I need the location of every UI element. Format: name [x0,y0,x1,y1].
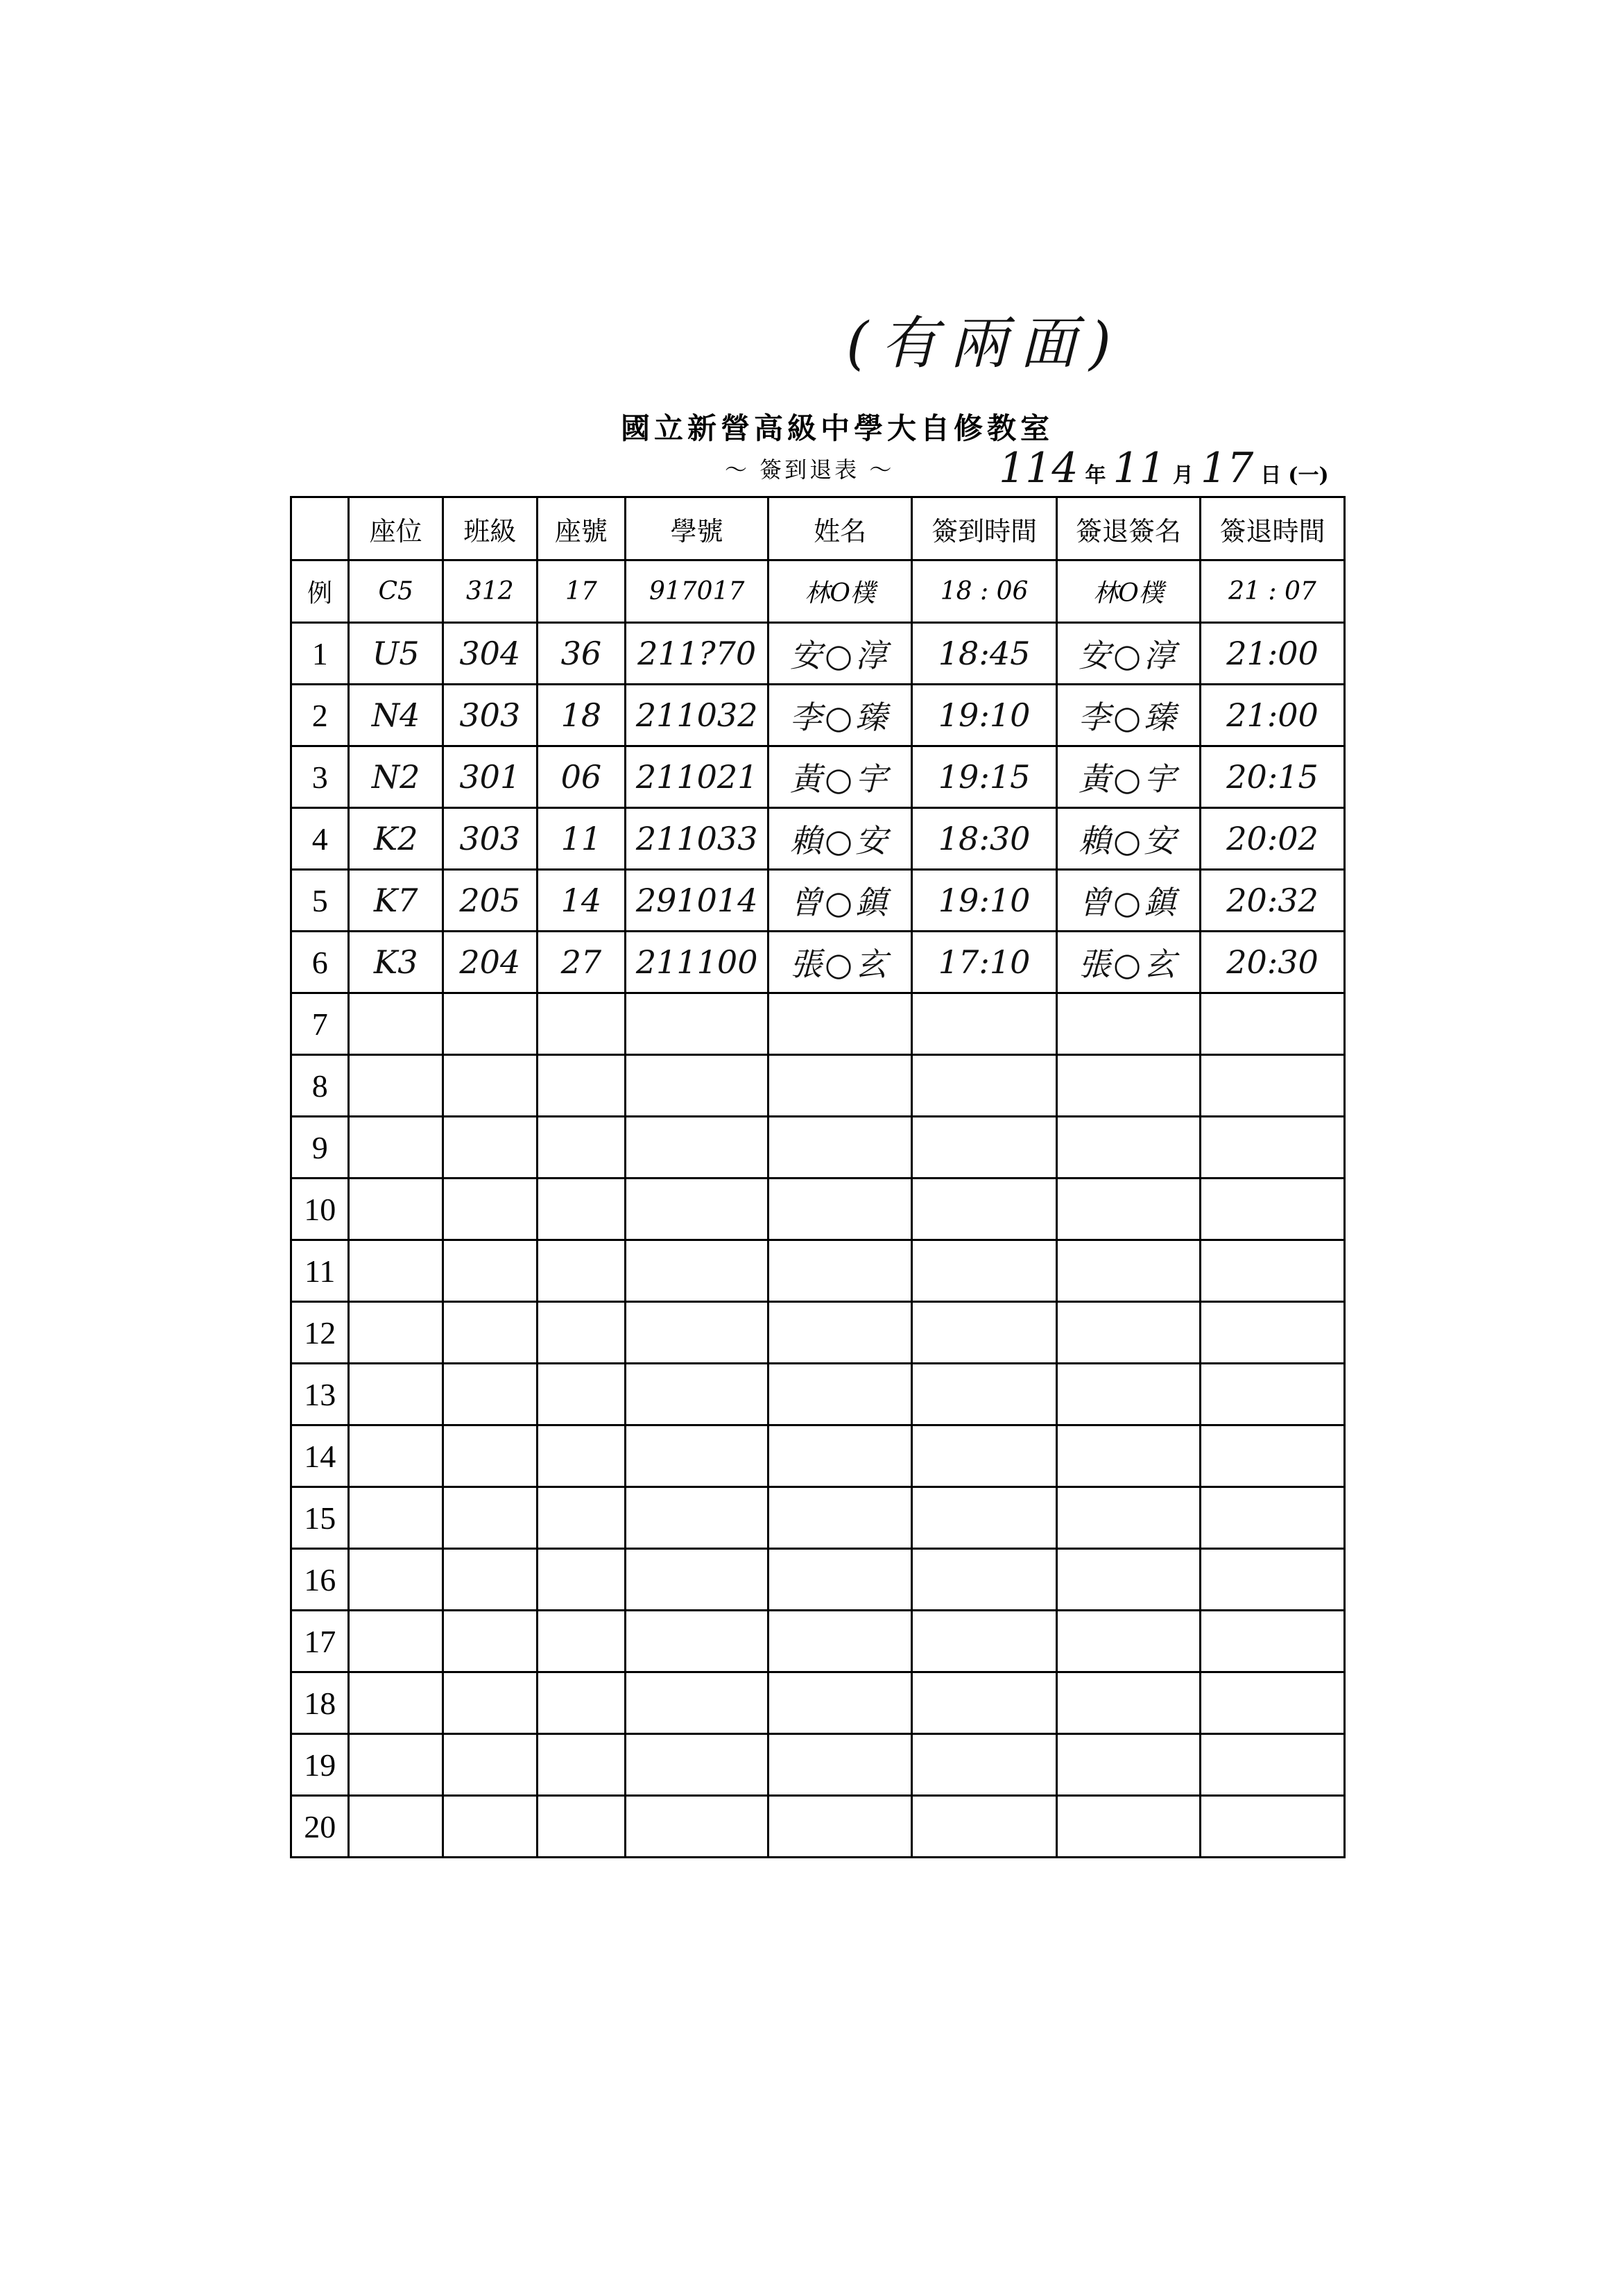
cell-sign-in-time[interactable] [912,1549,1057,1611]
cell-sign-out-signature[interactable] [1057,1240,1201,1302]
row-number: 13 [291,1364,349,1425]
cell-sign-out-signature[interactable] [1057,1055,1201,1117]
row-number: 12 [291,1302,349,1364]
col-header-sign-in-time: 簽到時間 [912,497,1057,560]
cell-sign-out-signature[interactable]: 曾○鎮 [1057,870,1201,932]
cell-class[interactable]: 303 [443,685,538,746]
cell-sign-in-time[interactable]: 17:10 [912,932,1057,993]
cell-seat-no[interactable]: 06 [537,746,626,808]
cell-sign-out-time[interactable] [1201,1240,1345,1302]
col-header-name: 姓名 [768,497,912,560]
cell-class[interactable] [443,1055,538,1117]
cell-seat-no[interactable] [537,1611,626,1672]
cell-class[interactable]: 303 [443,808,538,870]
table-row [291,808,1345,870]
date-day[interactable]: 17 [1200,444,1254,492]
cell-seat[interactable] [349,1240,443,1302]
cell-sign-out-signature[interactable] [1057,1611,1201,1672]
cell-sign-out-time[interactable] [1201,993,1345,1055]
example-sign-out-signature: 林O樸 [1057,560,1201,623]
cell-seat-no[interactable] [537,1425,626,1487]
cell-sign-in-time[interactable] [912,1117,1057,1179]
cell-name[interactable] [768,1302,912,1364]
cell-sign-out-signature[interactable]: 李○臻 [1057,685,1201,746]
table-row [291,1734,1345,1796]
cell-sign-in-time[interactable] [912,1611,1057,1672]
cell-sign-out-time[interactable]: 20:15 [1201,746,1345,808]
cell-sign-out-signature[interactable] [1057,1672,1201,1734]
cell-name[interactable] [768,1611,912,1672]
cell-student-id[interactable] [626,1549,768,1611]
cell-sign-out-signature[interactable] [1057,1364,1201,1425]
cell-seat-no[interactable] [537,1117,626,1179]
cell-seat[interactable]: K2 [349,808,443,870]
example-sign-in-time: 18 : 06 [912,560,1057,623]
cell-name[interactable]: 曾○鎮 [768,870,912,932]
cell-sign-out-signature[interactable]: 張○玄 [1057,932,1201,993]
cell-name[interactable] [768,1240,912,1302]
cell-sign-out-signature[interactable] [1057,1425,1201,1487]
page-title: 國立新營高級中學大自修教室 [621,411,1054,445]
cell-seat-no[interactable] [537,1487,626,1549]
cell-student-id[interactable] [626,1179,768,1240]
table-row [291,685,1345,746]
table-row [291,870,1345,932]
row-number: 8 [291,1055,349,1117]
cell-class[interactable] [443,1117,538,1179]
cell-seat-no[interactable] [537,1364,626,1425]
handwritten-note: (有兩面) [846,311,1124,377]
cell-student-id[interactable] [626,1796,768,1858]
cell-seat-no[interactable] [537,993,626,1055]
cell-sign-out-signature[interactable] [1057,1734,1201,1796]
cell-class[interactable] [443,1425,538,1487]
cell-student-id[interactable] [626,1425,768,1487]
row-number: 4 [291,808,349,870]
cell-sign-out-time[interactable] [1201,1672,1345,1734]
col-header-student-id: 學號 [626,497,768,560]
cell-seat[interactable] [349,1796,443,1858]
cell-student-id[interactable] [626,1487,768,1549]
cell-sign-out-signature[interactable] [1057,1796,1201,1858]
cell-seat[interactable]: N2 [349,746,443,808]
cell-name[interactable] [768,1796,912,1858]
col-header-class: 班級 [443,497,538,560]
cell-sign-out-signature[interactable] [1057,1179,1201,1240]
cell-class[interactable] [443,1672,538,1734]
cell-class[interactable] [443,1796,538,1858]
table-row [291,1117,1345,1179]
cell-seat[interactable] [349,1549,443,1611]
cell-sign-in-time[interactable]: 19:10 [912,870,1057,932]
cell-student-id[interactable] [626,1240,768,1302]
cell-student-id[interactable]: 291014 [626,870,768,932]
cell-sign-out-time[interactable] [1201,1302,1345,1364]
cell-sign-out-time[interactable] [1201,1796,1345,1858]
cell-student-id[interactable] [626,993,768,1055]
cell-seat[interactable]: U5 [349,623,443,685]
cell-seat-no[interactable]: 27 [537,932,626,993]
row-number: 5 [291,870,349,932]
cell-student-id[interactable] [626,1611,768,1672]
cell-seat-no[interactable]: 36 [537,623,626,685]
cell-seat-no[interactable]: 14 [537,870,626,932]
cell-student-id[interactable]: 211100 [626,932,768,993]
cell-student-id[interactable]: 211033 [626,808,768,870]
cell-sign-in-time[interactable] [912,1425,1057,1487]
page-subtitle: ～ 簽到退表 ～ [725,456,895,483]
cell-sign-out-time[interactable]: 20:30 [1201,932,1345,993]
cell-student-id[interactable] [626,1364,768,1425]
cell-seat[interactable] [349,1425,443,1487]
cell-seat[interactable] [349,1302,443,1364]
cell-seat[interactable] [349,1117,443,1179]
date-year[interactable]: 114 [999,444,1079,492]
cell-sign-in-time[interactable] [912,993,1057,1055]
cell-seat-no[interactable] [537,1796,626,1858]
cell-sign-out-signature[interactable] [1057,1117,1201,1179]
cell-student-id[interactable] [626,1055,768,1117]
cell-name[interactable] [768,1734,912,1796]
table-row [291,1549,1345,1611]
cell-seat-no[interactable]: 11 [537,808,626,870]
cell-class[interactable] [443,1549,538,1611]
col-header-index [291,497,349,560]
cell-sign-in-time[interactable] [912,1734,1057,1796]
cell-sign-out-time[interactable] [1201,1364,1345,1425]
cell-sign-in-time[interactable] [912,1302,1057,1364]
cell-sign-out-signature[interactable] [1057,993,1201,1055]
cell-class[interactable] [443,1611,538,1672]
cell-sign-out-time[interactable] [1201,1425,1345,1487]
example-student-id: 917017 [626,560,768,623]
row-number: 7 [291,993,349,1055]
row-number: 20 [291,1796,349,1858]
table-row [291,1364,1345,1425]
date-year-label: 年 [1085,463,1106,488]
cell-seat-no[interactable] [537,1672,626,1734]
cell-name[interactable] [768,1672,912,1734]
table-row [291,1179,1345,1240]
cell-seat[interactable] [349,1364,443,1425]
cell-seat-no[interactable]: 18 [537,685,626,746]
cell-name[interactable] [768,1117,912,1179]
col-header-seat: 座位 [349,497,443,560]
cell-seat-no[interactable] [537,1179,626,1240]
cell-seat[interactable] [349,1734,443,1796]
cell-name[interactable]: 黃○宇 [768,746,912,808]
cell-name[interactable] [768,1179,912,1240]
cell-student-id[interactable]: 211021 [626,746,768,808]
cell-class[interactable] [443,1179,538,1240]
cell-seat[interactable] [349,993,443,1055]
table-row [291,932,1345,993]
example-sign-out-time: 21 : 07 [1201,560,1345,623]
cell-sign-out-signature[interactable]: 安○淳 [1057,623,1201,685]
cell-seat[interactable] [349,1611,443,1672]
cell-name[interactable] [768,1055,912,1117]
row-number: 18 [291,1672,349,1734]
cell-sign-out-signature[interactable]: 黃○宇 [1057,746,1201,808]
date-month[interactable]: 11 [1113,444,1166,492]
cell-sign-out-time[interactable] [1201,1611,1345,1672]
cell-student-id[interactable] [626,1117,768,1179]
cell-sign-in-time[interactable] [912,1055,1057,1117]
example-seat-no: 17 [537,560,626,623]
table-row [291,1796,1345,1858]
table-row [291,1425,1345,1487]
cell-name[interactable] [768,993,912,1055]
cell-sign-out-time[interactable]: 21:00 [1201,685,1345,746]
cell-sign-out-time[interactable] [1201,1117,1345,1179]
date-day-label: 日 [1260,463,1282,488]
cell-student-id[interactable] [626,1302,768,1364]
cell-seat-no[interactable] [537,1734,626,1796]
row-number: 14 [291,1425,349,1487]
date-month-label: 月 [1172,463,1194,488]
cell-class[interactable] [443,993,538,1055]
cell-sign-out-signature[interactable]: 賴○安 [1057,808,1201,870]
row-number: 17 [291,1611,349,1672]
cell-seat-no[interactable] [537,1302,626,1364]
cell-name[interactable]: 賴○安 [768,808,912,870]
cell-sign-out-time[interactable] [1201,1549,1345,1611]
cell-sign-out-signature[interactable] [1057,1549,1201,1611]
col-header-sign-out-time: 簽退時間 [1201,497,1345,560]
col-header-sign-out-signature: 簽退簽名 [1057,497,1201,560]
row-number: 15 [291,1487,349,1549]
cell-sign-out-time[interactable] [1201,1055,1345,1117]
cell-seat[interactable] [349,1487,443,1549]
cell-student-id[interactable]: 211032 [626,685,768,746]
cell-sign-out-time[interactable]: 20:32 [1201,870,1345,932]
table-row [291,993,1345,1055]
cell-class[interactable]: 301 [443,746,538,808]
cell-name[interactable]: 張○玄 [768,932,912,993]
cell-sign-out-time[interactable] [1201,1487,1345,1549]
table-row [291,1302,1345,1364]
example-name: 林O樸 [768,560,912,623]
example-seat: C5 [349,560,443,623]
cell-seat-no[interactable] [537,1055,626,1117]
cell-class[interactable]: 304 [443,623,538,685]
sign-in-out-table [290,496,1346,1858]
cell-name[interactable] [768,1549,912,1611]
example-class: 312 [443,560,538,623]
cell-seat[interactable]: K3 [349,932,443,993]
cell-seat-no[interactable] [537,1240,626,1302]
cell-sign-out-time[interactable]: 20:02 [1201,808,1345,870]
cell-sign-out-time[interactable] [1201,1179,1345,1240]
cell-class[interactable] [443,1487,538,1549]
row-number: 2 [291,685,349,746]
row-number: 6 [291,932,349,993]
date-weekday: (一) [1288,463,1329,488]
cell-sign-in-time[interactable] [912,1672,1057,1734]
cell-seat[interactable]: K7 [349,870,443,932]
cell-class[interactable] [443,1734,538,1796]
row-number: 10 [291,1179,349,1240]
row-number: 16 [291,1549,349,1611]
cell-class[interactable]: 204 [443,932,538,993]
row-number: 3 [291,746,349,808]
cell-sign-in-time[interactable]: 18:30 [912,808,1057,870]
cell-name[interactable] [768,1364,912,1425]
cell-seat[interactable] [349,1055,443,1117]
cell-sign-in-time[interactable] [912,1364,1057,1425]
row-number: 1 [291,623,349,685]
cell-seat[interactable] [349,1672,443,1734]
cell-class[interactable] [443,1240,538,1302]
cell-sign-in-time[interactable] [912,1487,1057,1549]
table-row [291,746,1345,808]
cell-student-id[interactable] [626,1672,768,1734]
cell-sign-out-time[interactable] [1201,1734,1345,1796]
cell-sign-out-signature[interactable] [1057,1487,1201,1549]
cell-student-id[interactable]: 211?70 [626,623,768,685]
table-row [291,623,1345,685]
cell-seat[interactable] [349,1179,443,1240]
example-label: 例 [291,560,349,623]
cell-name[interactable]: 李○臻 [768,685,912,746]
example-row [291,560,1345,623]
cell-sign-out-time[interactable]: 21:00 [1201,623,1345,685]
row-number: 9 [291,1117,349,1179]
cell-name[interactable] [768,1425,912,1487]
table-row [291,1055,1345,1117]
cell-class[interactable] [443,1364,538,1425]
cell-seat-no[interactable] [537,1549,626,1611]
cell-seat[interactable]: N4 [349,685,443,746]
cell-sign-in-time[interactable] [912,1796,1057,1858]
cell-sign-in-time[interactable]: 19:15 [912,746,1057,808]
col-header-seat-no: 座號 [537,497,626,560]
table-row [291,1611,1345,1672]
table-row [291,1672,1345,1734]
cell-name[interactable]: 安○淳 [768,623,912,685]
date-line [999,444,1329,492]
row-number: 19 [291,1734,349,1796]
cell-sign-in-time[interactable] [912,1179,1057,1240]
table-header-row [291,497,1345,560]
cell-class[interactable]: 205 [443,870,538,932]
cell-sign-in-time[interactable]: 19:10 [912,685,1057,746]
row-number: 11 [291,1240,349,1302]
cell-sign-in-time[interactable]: 18:45 [912,623,1057,685]
cell-name[interactable] [768,1487,912,1549]
cell-sign-in-time[interactable] [912,1240,1057,1302]
cell-student-id[interactable] [626,1734,768,1796]
table-row [291,1240,1345,1302]
cell-class[interactable] [443,1302,538,1364]
table-row [291,1487,1345,1549]
cell-sign-out-signature[interactable] [1057,1302,1201,1364]
